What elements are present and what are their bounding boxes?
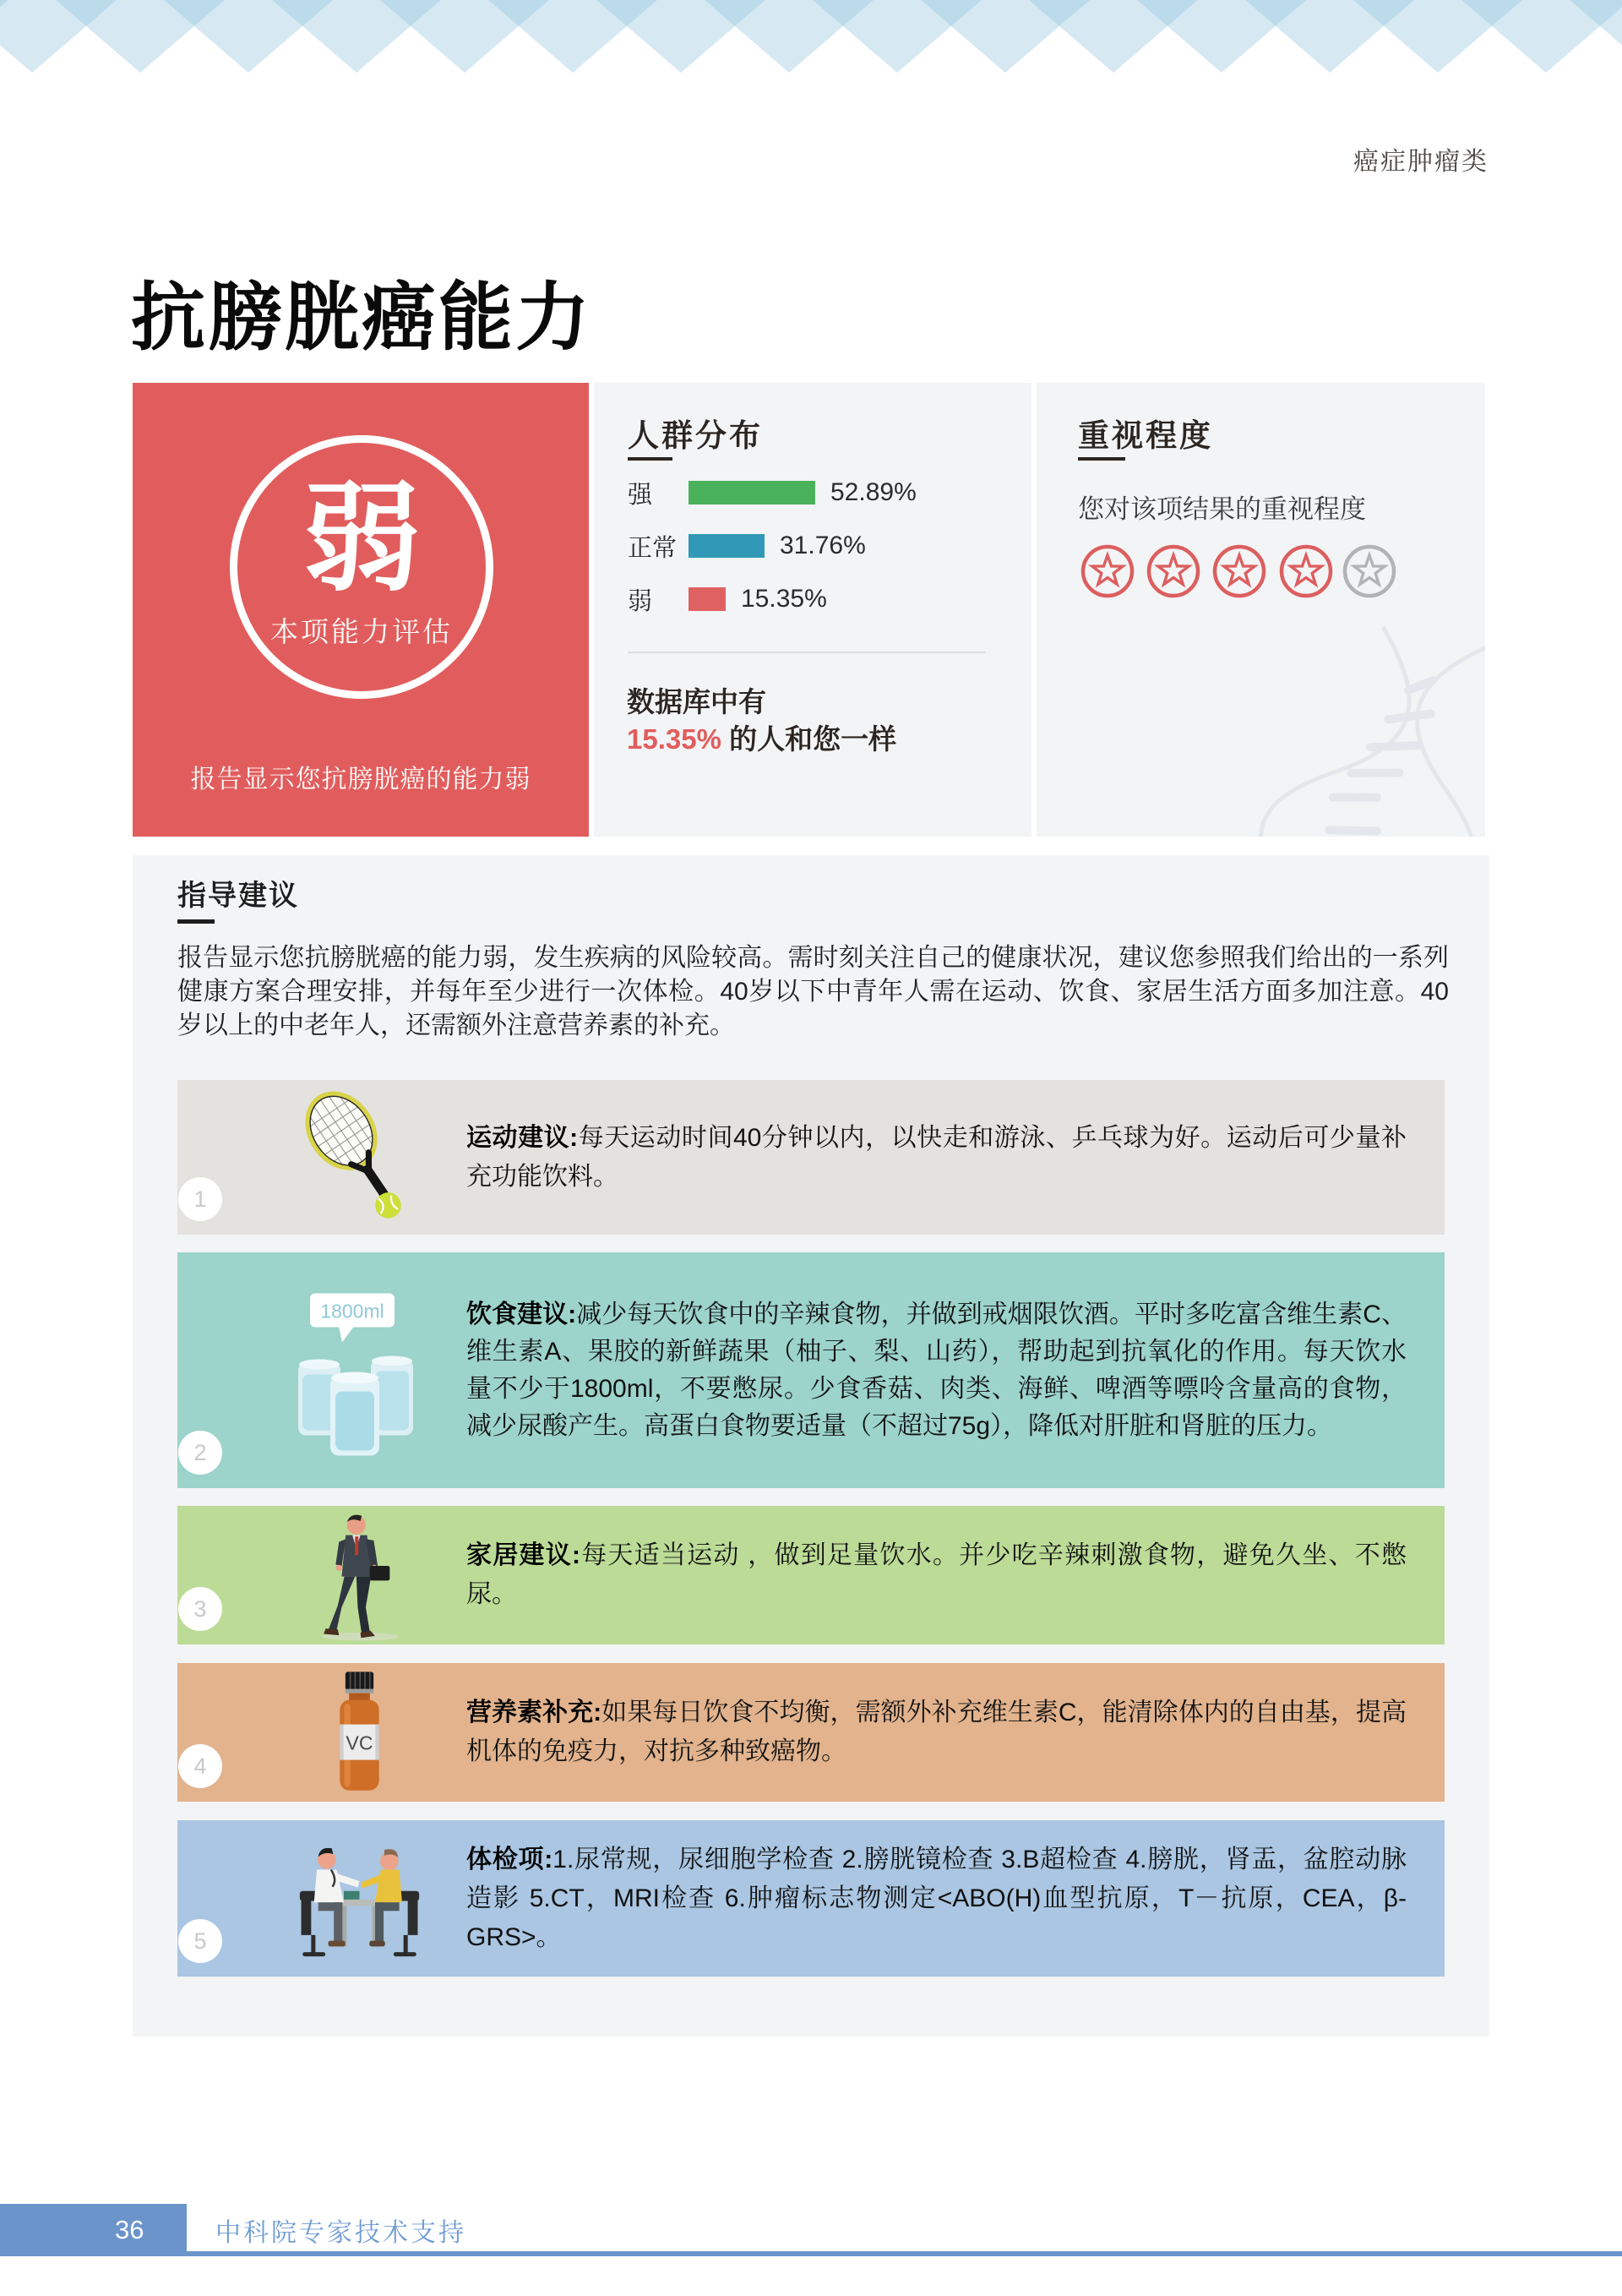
advice-text: 每天适当运动 ，做到足量饮水。并少吃辛辣刺激食物，避免久坐、不憋尿。 bbox=[466, 1541, 1407, 1608]
advice-lead: 营养素补充: bbox=[466, 1699, 602, 1726]
importance-title-underline bbox=[1078, 457, 1125, 461]
star-icon[interactable] bbox=[1080, 544, 1135, 598]
header-zigzag-pattern bbox=[0, 0, 1622, 81]
guidance-title-underline bbox=[177, 919, 215, 924]
category-label: 癌症肿瘤类 bbox=[1353, 148, 1489, 176]
vc-bottle-icon bbox=[262, 1663, 456, 1802]
note-highlight: 15.35% bbox=[627, 723, 721, 755]
assessment-circle bbox=[230, 435, 493, 699]
distribution-title: 人群分布 bbox=[628, 418, 763, 453]
advice-lead: 家居建议: bbox=[466, 1541, 580, 1569]
page-number-box bbox=[0, 2204, 187, 2256]
assessment-caption: 本项能力评估 bbox=[270, 615, 453, 647]
walking-man-icon bbox=[262, 1506, 456, 1644]
advice-number-badge: 4 bbox=[178, 1744, 222, 1788]
importance-panel bbox=[1037, 383, 1485, 837]
advice-card-home bbox=[177, 1506, 1445, 1644]
importance-title: 重视程度 bbox=[1078, 418, 1213, 453]
bar-weak bbox=[689, 587, 726, 611]
bar-normal bbox=[689, 534, 765, 558]
distribution-row-weak bbox=[628, 585, 827, 615]
advice-number-badge: 5 bbox=[178, 1919, 222, 1963]
bar-label: 强 bbox=[628, 481, 653, 509]
assessment-grade: 弱 bbox=[302, 472, 421, 605]
note-prefix: 数据库中有 bbox=[627, 686, 766, 717]
advice-card-diet bbox=[177, 1252, 1445, 1488]
star-icon[interactable] bbox=[1342, 544, 1396, 598]
svg-text:1800ml: 1800ml bbox=[320, 1300, 384, 1323]
bar-value: 31.76% bbox=[780, 532, 866, 559]
dna-watermark-icon bbox=[1240, 625, 1485, 837]
distribution-title-underline bbox=[628, 457, 672, 461]
note-suffix: 的人和您一样 bbox=[721, 723, 897, 755]
advice-number-badge: 2 bbox=[178, 1431, 222, 1475]
importance-description: 您对该项结果的重视程度 bbox=[1078, 494, 1366, 524]
guidance-title: 指导建议 bbox=[177, 880, 299, 912]
guidance-section bbox=[133, 855, 1489, 2037]
divider bbox=[628, 652, 986, 653]
bar-value: 52.89% bbox=[830, 478, 917, 506]
star-icon[interactable] bbox=[1279, 544, 1333, 598]
advice-card-examination bbox=[177, 1820, 1445, 1977]
star-icon[interactable] bbox=[1146, 544, 1200, 598]
doctor-patient-icon bbox=[262, 1820, 456, 1977]
footer-support-text: 中科院专家技术支持 bbox=[215, 2219, 466, 2247]
population-distribution-panel bbox=[594, 383, 1031, 837]
advice-text: 减少每天饮食中的辛辣食物，并做到戒烟限饮酒。平时多吃富含维生素C、维生素A、果胶的新鲜蔬果（柚子、梨、山药），帮助起到抗氧化的作用。每天饮水量不少于1800ml，不要憋尿。少食香菇、肉类、海鲜、啤酒等嘌呤含量高的食物，减少尿酸产生。高蛋白食物要适量（不超过75g），降低对肝脏和肾脏的压力。 bbox=[466, 1300, 1407, 1440]
svg-text:VC: VC bbox=[345, 1732, 373, 1754]
advice-card-nutrient bbox=[177, 1663, 1445, 1802]
bar-label: 正常 bbox=[628, 534, 678, 562]
footer-rule bbox=[187, 2251, 1622, 2256]
water-cups-icon bbox=[262, 1252, 456, 1488]
assessment-summary: 报告显示您抗膀胱癌的能力弱 bbox=[190, 766, 531, 794]
distribution-row-strong bbox=[628, 478, 917, 509]
advice-text: 如果每日饮食不均衡，需额外补充维生素C，能清除体内的自由基，提高机体的免疫力，对抗多种致癌物。 bbox=[466, 1699, 1407, 1765]
advice-lead: 运动建议: bbox=[466, 1123, 579, 1152]
star-icon[interactable] bbox=[1212, 544, 1266, 598]
advice-number-badge: 3 bbox=[178, 1587, 222, 1631]
tennis-racket-icon bbox=[262, 1080, 456, 1235]
advice-lead: 饮食建议: bbox=[466, 1300, 577, 1328]
advice-text: 1.尿常规，尿细胞学检查 2.膀胱镜检查 3.B超检查 4.膀胱，肾盂，盆腔动脉造影 5.CT，MRI检查 6.肿瘤标志物测定<ABO(H)血型抗原，T－抗原，CEA，β-GRS>。 bbox=[466, 1845, 1407, 1951]
page-title: 抗膀胱癌能力 bbox=[131, 275, 593, 359]
advice-text: 每天运动时间40分钟以内，以快走和游泳、乒乓球为好。运动后可少量补充功能饮料。 bbox=[466, 1123, 1407, 1191]
advice-lead: 体检项: bbox=[466, 1845, 553, 1873]
guidance-intro: 报告显示您抗膀胱癌的能力弱，发生疾病的风险较高。需时刻关注自己的健康状况，建议您参照我们给出的一系列健康方案合理安排，并每年至少进行一次体检。40岁以下中青年人需在运动、饮食、家居生活方面多加注意。40岁以上的中老年人，还需额外注意营养素的补充。 bbox=[177, 944, 1449, 1039]
assessment-card bbox=[133, 383, 589, 837]
distribution-row-normal bbox=[628, 532, 866, 562]
advice-number-badge: 1 bbox=[178, 1177, 222, 1221]
bar-strong bbox=[689, 481, 815, 504]
bar-value: 15.35% bbox=[741, 585, 827, 613]
bar-label: 弱 bbox=[628, 587, 653, 615]
database-note bbox=[627, 684, 896, 758]
page-number: 36 bbox=[115, 2215, 144, 2244]
advice-card-exercise bbox=[177, 1080, 1445, 1235]
